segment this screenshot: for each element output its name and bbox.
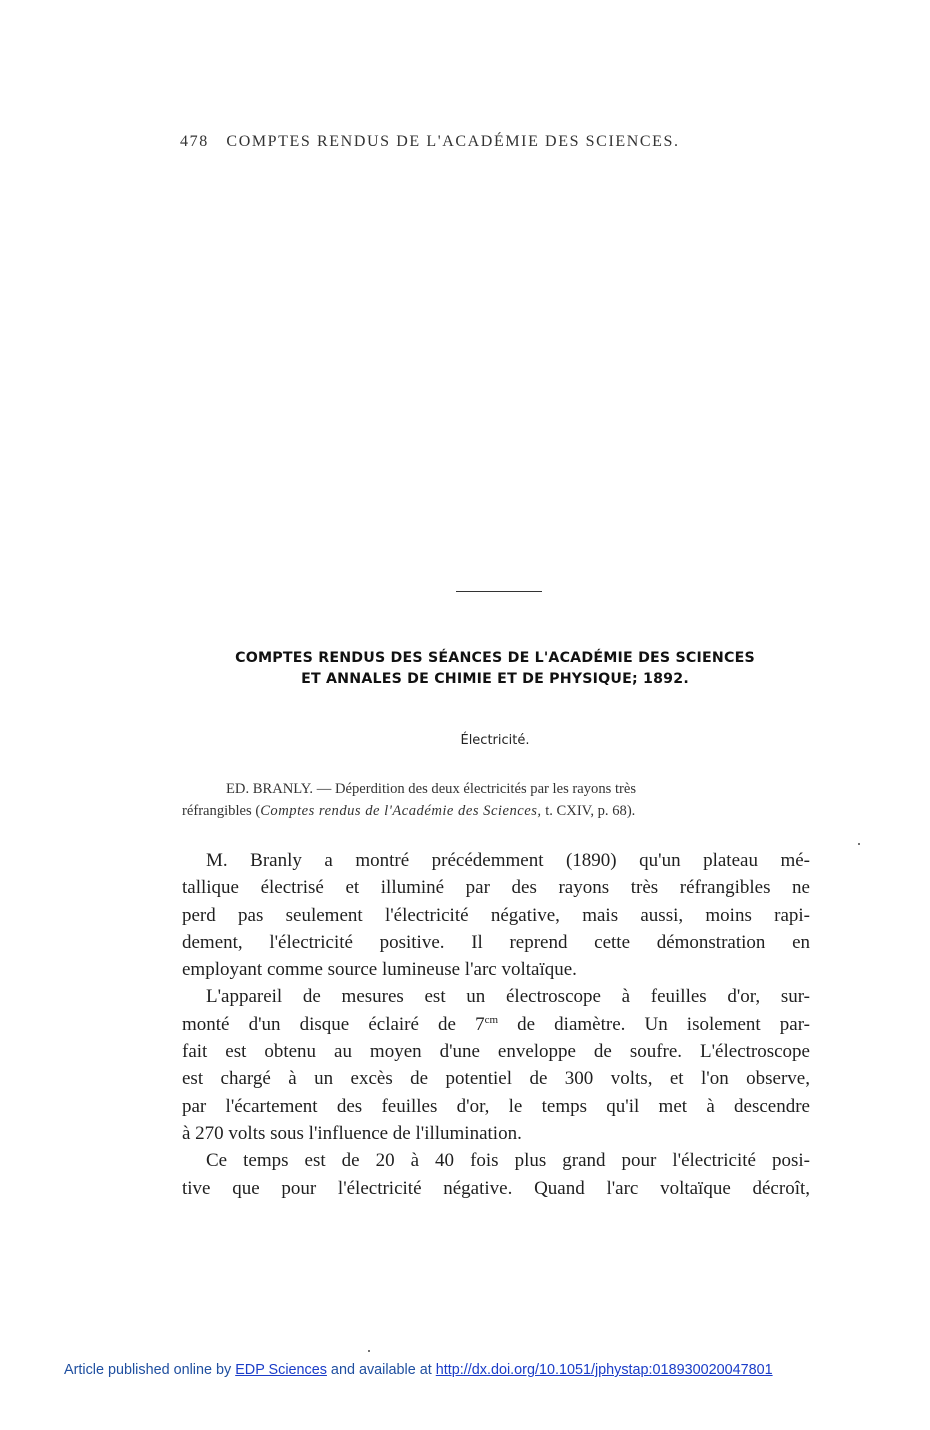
publisher-link[interactable]: EDP Sciences <box>235 1362 327 1378</box>
footer-prefix: Article published online by <box>64 1362 236 1378</box>
paragraph-line: L'appareil de mesures est un électroscope à feuilles d'or, sur- <box>206 986 810 1008</box>
subject-heading: Électricité. <box>460 733 530 748</box>
print-speck <box>858 843 860 845</box>
paragraph-line: fait est obtenu au moyen d'une enveloppe de soufre. L'électroscope <box>182 1041 810 1063</box>
reference-title-1: Déperdition des deux électricités par les rayons très <box>334 781 637 797</box>
reference-line-1 <box>182 778 810 800</box>
paragraph-line: par l'écartement des feuilles d'or, le temps qu'il met à descendre <box>182 1095 810 1117</box>
paragraph-line: à 270 volts sous l'influence de l'illumination. <box>182 1122 522 1144</box>
article-reference <box>182 778 810 822</box>
paragraph-line: tive que pour l'électricité négative. Quand l'arc voltaïque décroît, <box>182 1177 810 1199</box>
paragraph-2 <box>182 983 810 1147</box>
section-divider <box>456 591 542 592</box>
paragraph-1 <box>182 847 810 983</box>
publication-footer <box>64 1362 773 1378</box>
reference-title-2: réfrangibles ( <box>182 803 261 819</box>
section-title-line-2: ET ANNALES DE CHIMIE ET DE PHYSIQUE; 1892. <box>301 671 689 687</box>
paragraph-line: est chargé à un excès de potentiel de 300 volts, et l'on observe, <box>182 1068 810 1090</box>
reference-line-2 <box>182 800 810 822</box>
reference-source: Comptes rendus de l'Académie des Sciences, <box>260 803 542 819</box>
paragraph-line: dement, l'électricité positive. Il reprend cette démonstration en <box>182 931 810 953</box>
running-head <box>180 133 680 151</box>
article-body <box>182 847 810 1202</box>
unit-superscript: cm <box>484 1013 499 1026</box>
line-suffix: de diamètre. Un isolement par- <box>498 1013 810 1035</box>
paragraph-line: Ce temps est de 20 à 40 fois plus grand pour l'électricité posi- <box>206 1150 810 1172</box>
paragraph-line: employant comme source lumineuse l'arc voltaïque. <box>182 959 577 981</box>
doi-link[interactable]: http://dx.doi.org/10.1051/jphystap:018930020047801 <box>435 1362 773 1378</box>
print-speck <box>368 1350 370 1352</box>
paragraph-line: tallique électrisé et illuminé par des rayons très réfrangibles ne <box>182 877 810 899</box>
page-number: 478 <box>180 133 209 150</box>
reference-dash: — <box>313 781 335 797</box>
footer-middle: and available at <box>326 1362 436 1378</box>
paragraph-line-with-superscript <box>182 1011 810 1038</box>
reference-author: ED. BRANLY. <box>226 781 314 797</box>
reference-volume: t. CXIV, p. 68). <box>541 803 636 819</box>
section-title <box>150 648 840 690</box>
paragraph-3 <box>182 1147 810 1202</box>
section-title-line-1: COMPTES RENDUS DES SÉANCES DE L'ACADÉMIE DES SCIENCES <box>235 650 755 666</box>
line-prefix: monté d'un disque éclairé de 7 <box>182 1013 485 1035</box>
running-head-title: COMPTES RENDUS DE L'ACADÉMIE DES SCIENCES. <box>226 133 680 150</box>
paragraph-line: perd pas seulement l'électricité négative, mais aussi, moins rapi- <box>182 904 810 926</box>
paragraph-line: M. Branly a montré précédemment (1890) qu'un plateau mé- <box>206 850 810 871</box>
